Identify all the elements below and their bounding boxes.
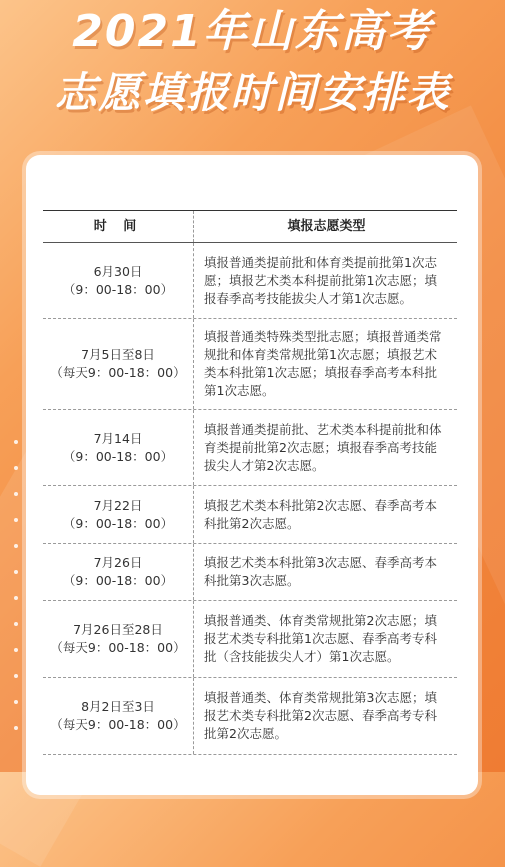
row-date: 8月2日至3日: [81, 699, 155, 714]
row-hours: （每天9：00-18：00）: [50, 640, 186, 655]
poster-title-line2: 志愿填报时间安排表: [54, 68, 451, 117]
row-date: 7月26日至28日: [73, 622, 163, 637]
row-time: [43, 601, 194, 677]
row-date: 6月30日: [93, 263, 143, 279]
row-time: [43, 544, 194, 600]
row-time: [43, 243, 194, 318]
row-time: [43, 410, 194, 485]
table-row: [43, 319, 457, 410]
row-desc: 填报普通类特殊类型批志愿；填报普通类常规批和体育类常规批第1次志愿；填报艺术类本科批第1次志愿；填报春季高考本科批第1次志愿。: [204, 329, 442, 398]
row-hours: （每天9：00-18：00）: [50, 717, 186, 732]
row-desc: 填报艺术类本科批第3次志愿、春季高考本科批第3次志愿。: [204, 555, 437, 588]
table-row: [43, 601, 457, 678]
row-time: [43, 678, 194, 754]
row-hours: （9：00-18：00）: [62, 515, 174, 531]
row-date: 7月14日: [93, 430, 143, 446]
table-row: [43, 410, 457, 486]
row-time: [43, 486, 194, 543]
schedule-table: [43, 210, 457, 755]
row-hours: （9：00-18：00）: [62, 448, 174, 464]
poster-title-line1: 2021年山东高考: [72, 6, 433, 57]
row-desc: 填报普通类、体育类常规批第2次志愿；填报艺术类专科批第1次志愿、春季高考专科批（含技能拔尖人才）第1次志愿。: [204, 613, 437, 664]
header-type: 填报志愿类型: [287, 218, 366, 234]
schedule-card: [26, 155, 478, 795]
row-date: 7月26日: [93, 555, 143, 570]
row-desc: 填报普通类提前批、艺术类本科提前批和体育类提前批第2次志愿；填报春季高考技能拔尖人才第2次志愿。: [204, 421, 442, 473]
table-row: [43, 544, 457, 601]
table-header: [43, 211, 457, 243]
row-desc: 填报普通类、体育类常规批第3次志愿；填报艺术类专科批第2次志愿、春季高考专科批第2次志愿。: [204, 690, 437, 741]
row-desc: 填报普通类提前批和体育类提前批第1次志愿；填报艺术类本科提前批第1次志愿；填报春季高考技能拔尖人才第1次志愿。: [204, 254, 437, 306]
row-desc: 填报艺术类本科批第2次志愿、春季高考本科批第2次志愿。: [204, 497, 437, 531]
row-hours: （9：00-18：00）: [62, 281, 174, 297]
table-row: [43, 486, 457, 544]
row-date: 7月5日至8日: [81, 347, 155, 362]
row-hours: （9：00-18：00）: [62, 573, 174, 588]
table-row: [43, 243, 457, 319]
row-date: 7月22日: [93, 497, 143, 513]
row-time: [43, 319, 194, 409]
header-time: 时 间: [43, 211, 194, 242]
decorative-dots: [8, 440, 24, 752]
table-row: [43, 678, 457, 755]
row-hours: （每天9：00-18：00）: [50, 365, 186, 380]
